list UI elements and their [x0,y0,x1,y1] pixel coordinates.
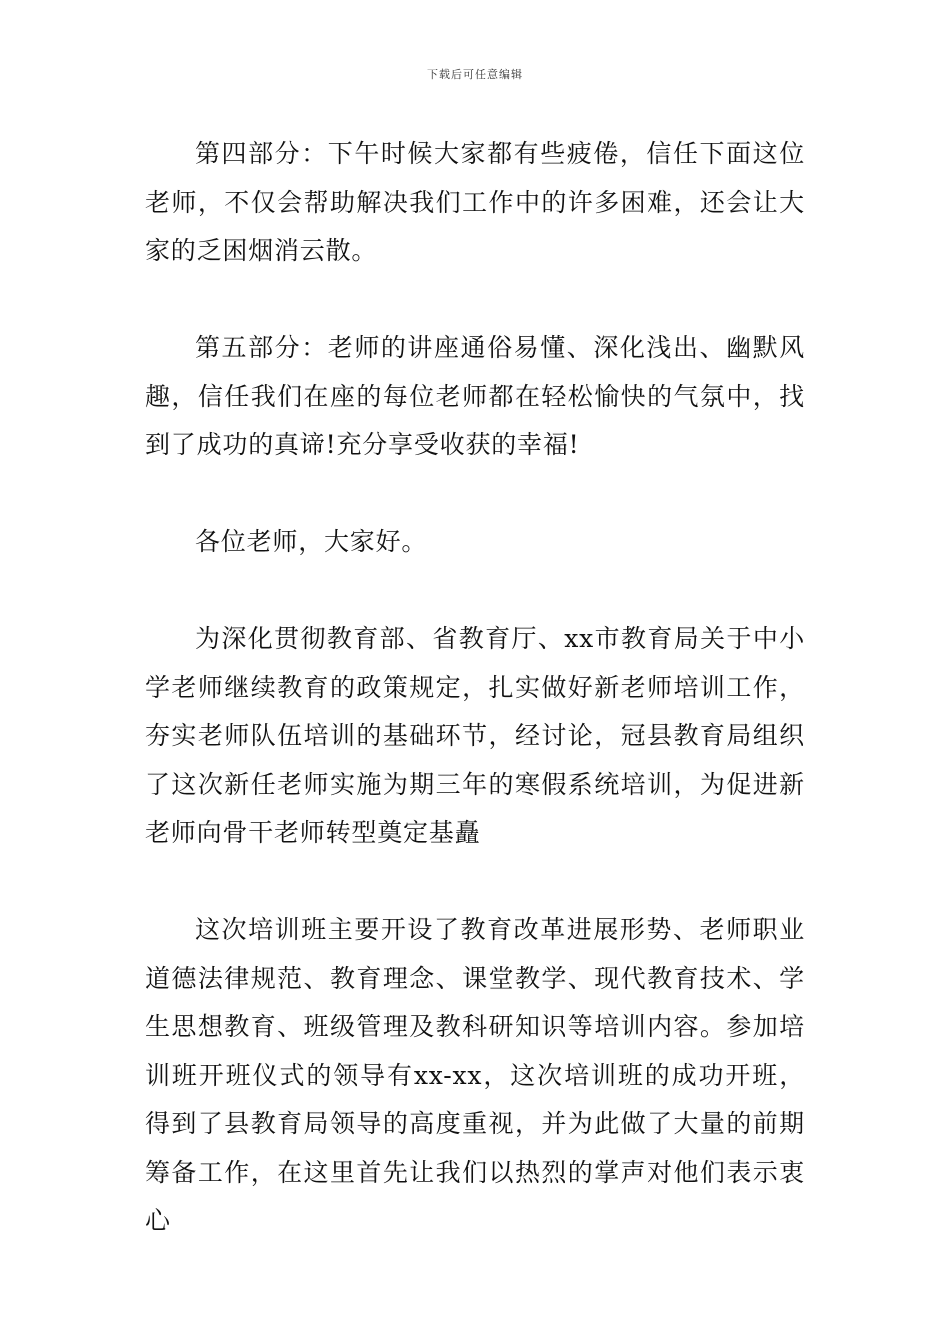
page-header-note: 下载后可任意编辑 [427,68,523,81]
paragraph-part-five: 第五部分：老师的讲座通俗易懂、深化浅出、幽默风趣，信任我们在座的每位老师都在轻松愉快的气氛中，找到了成功的真谛!充分享受收获的幸福! [145,333,805,459]
paragraph-gap [145,276,805,325]
paragraph-gap [145,858,805,907]
paragraph-greeting: 各位老师，大家好。 [195,527,428,556]
paragraph-training-content: 这次培训班主要开设了教育改革进展形势、老师职业道德法律规范、教育理念、课堂教学、现代教育技术、学生思想教育、班级管理及教科研知识等培训内容。参加培训班开班仪式的领导有xx-xx，这次培训班的成功开班，得到了县教育局领导的高度重视，并为此做了大量的前期筹备工作，在这里首先让我们以热烈的掌声对他们表示衷心 [145,915,805,1235]
document-body [145,130,805,1246]
paragraph-training-purpose: 为深化贯彻教育部、省教育厅、xx市教育局关于中小学老师继续教育的政策规定，扎实做好新老师培训工作，夯实老师队伍培训的基础环节，经讨论，冠县教育局组织了这次新任老师实施为期三年的寒假系统培训，为促进新老师向骨干老师转型奠定基矗 [145,624,805,847]
paragraph-gap [145,567,805,616]
paragraph-gap [145,470,805,519]
paragraph-part-four: 第四部分：下午时候大家都有些疲倦，信任下面这位老师，不仅会帮助解决我们工作中的许多困难，还会让大家的乏困烟消云散。 [145,139,805,265]
